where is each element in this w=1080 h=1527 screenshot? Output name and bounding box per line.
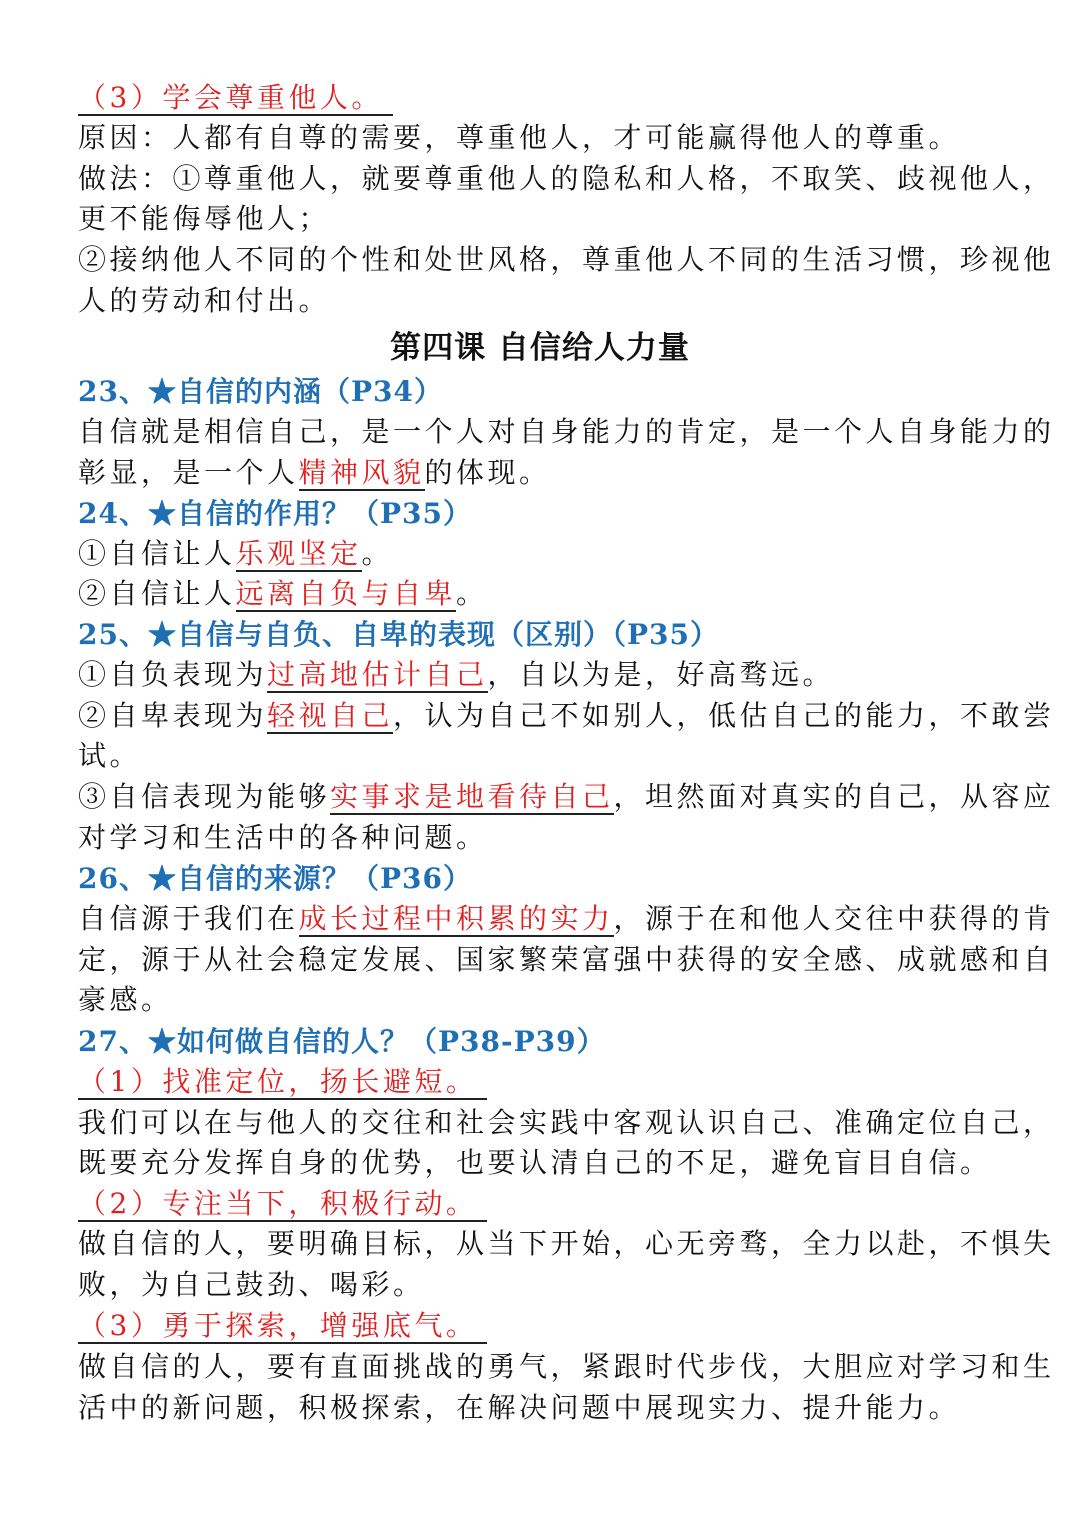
text: ，自以为是，好高骛远。	[487, 658, 835, 691]
text: 彰显，是一个人	[78, 456, 299, 489]
subheading-1	[78, 1062, 487, 1102]
method-line: ②接纳他人不同的个性和处世风格，尊重他人不同的生活习惯，珍视他	[78, 243, 1055, 276]
body-line: 败，为自己鼓劲、喝彩。	[78, 1268, 425, 1301]
method-line: 做法：①尊重他人，就要尊重他人的隐私和人格，不取笑、歧视他人，	[78, 162, 1055, 195]
subheading: （3）学会尊重他人。	[78, 81, 393, 116]
list-item	[78, 534, 393, 574]
question-23-title: 23、★自信的内涵（P34）	[78, 375, 443, 408]
subheading-3	[78, 1306, 487, 1346]
body-line	[78, 453, 551, 493]
body-line: 既要充分发挥自身的优势，也要认清自己的不足，避免盲目自信。	[78, 1146, 992, 1179]
text: ①自信让人	[78, 537, 236, 570]
method-line: 人的劳动和付出。	[78, 284, 331, 317]
section-3-heading	[78, 78, 393, 118]
body-line: 自信就是相信自己，是一个人对自身能力的肯定，是一个人自身能力的	[78, 415, 1055, 448]
body-line: 豪感。	[78, 983, 173, 1016]
text: ，认为自己不如别人，低估自己的能力，不敢尝	[393, 699, 1055, 732]
question-25-title: 25、★自信与自负、自卑的表现（区别）（P35）	[78, 618, 719, 651]
text: ②自卑表现为	[78, 699, 268, 732]
key-phrase: 成长过程中积累的实力	[298, 902, 614, 935]
text: 。	[456, 577, 488, 610]
body-line: 我们可以在与他人的交往和社会实践中客观认识自己、准确定位自己，	[78, 1106, 1055, 1139]
text: ②自信让人	[78, 577, 236, 610]
key-phrase: 实事求是地看待自己	[330, 780, 614, 813]
text: 自信源于我们在	[78, 902, 299, 935]
lesson-title: 第四课 自信给人力量	[390, 330, 690, 366]
key-phrase: 过高地估计自己	[267, 658, 488, 691]
body-line: 做自信的人，要有直面挑战的勇气，紧跟时代步伐，大胆应对学习和生	[78, 1350, 1055, 1383]
body-line: 做自信的人，要明确目标，从当下开始，心无旁骛，全力以赴，不惧失	[78, 1227, 1055, 1260]
body-line: 对学习和生活中的各种问题。	[78, 821, 488, 854]
subheading: （2）专注当下，积极行动。	[78, 1187, 487, 1222]
list-item	[78, 696, 1055, 736]
list-item	[78, 655, 834, 695]
question-27-title: 27、★如何做自信的人？（P38-P39）	[78, 1025, 606, 1058]
text: ，源于在和他人交往中获得的肯	[613, 902, 1055, 935]
key-phrase: 乐观坚定	[235, 537, 362, 570]
text: ③自信表现为能够	[78, 780, 331, 813]
text: ①自负表现为	[78, 658, 268, 691]
question-24-title: 24、★自信的作用？（P35）	[78, 497, 472, 530]
reason-line: 原因：人都有自尊的需要，尊重他人，才可能赢得他人的尊重。	[78, 121, 961, 154]
text: ，坦然面对真实的自己，从容应	[613, 780, 1055, 813]
key-phrase: 精神风貌	[298, 456, 425, 489]
body-line: 活中的新问题，积极探索，在解决问题中展现实力、提升能力。	[78, 1391, 961, 1424]
subheading: （3）勇于探索，增强底气。	[78, 1309, 487, 1344]
subheading: （1）找准定位，扬长避短。	[78, 1065, 487, 1100]
body-line: 定，源于从社会稳定发展、国家繁荣富强中获得的安全感、成就感和自	[78, 943, 1055, 976]
body-line	[78, 899, 1055, 939]
list-item	[78, 574, 488, 614]
text: 的体现。	[424, 456, 551, 489]
list-item	[78, 777, 1055, 817]
method-line: 更不能侮辱他人；	[78, 202, 331, 235]
body-line: 试。	[78, 739, 142, 772]
key-phrase: 远离自负与自卑	[235, 577, 457, 610]
key-phrase: 轻视自己	[267, 699, 394, 732]
subheading-2	[78, 1184, 487, 1224]
question-26-title: 26、★自信的来源？（P36）	[78, 862, 472, 895]
text: 。	[361, 537, 394, 570]
